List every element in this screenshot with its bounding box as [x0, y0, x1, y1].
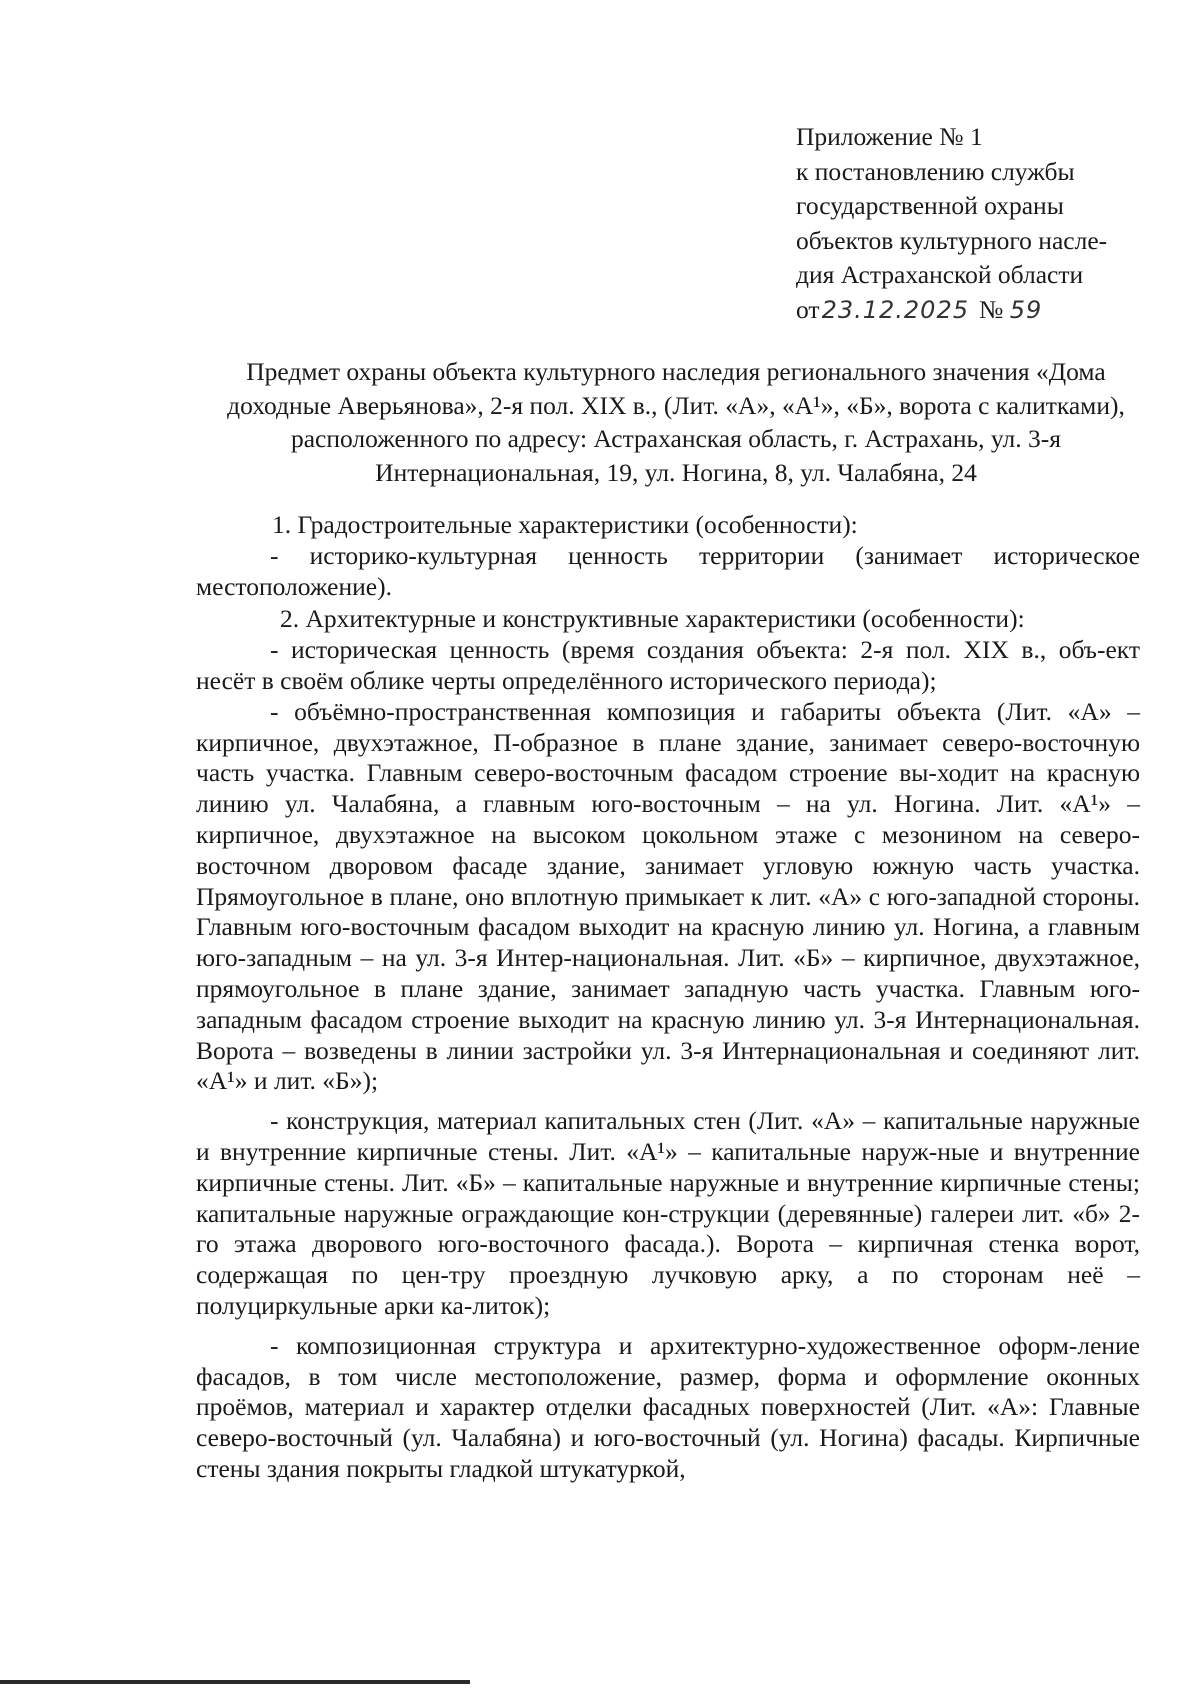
document-body — [196, 510, 1140, 1485]
handwritten-number: 59 — [1009, 295, 1043, 324]
section-2-item: - конструкция, материал капитальных стен (Лит. «А» – капитальные наружные и внутренние кирпичные стены. Лит. «А¹» – капитальные наруж-ные и внутренние кирпичные стены. Лит. «Б» – капитальные наружные и внутренние кирпичные стены; капитальные наружные ограждающие кон-струкции (деревянные) галереи лит. «б» 2-го этажа дворового юго-восточного фасада.). Ворота – кирпичная стенка ворот, содержащая по цен-тру проездную лучковую арку, а по сторонам неё – полуциркульные арки ка-литок); — [196, 1106, 1140, 1320]
section-2-item: - композиционная структура и архитектурно-художественное оформ-ление фасадов, в том числе местоположение, размер, форма и оформление оконных проёмов, материал и характер отделки фасадных поверхностей (Лит. «А»: Главные северо-восточный (ул. Чалабяна) и юго-восточный (ул. Ногина) фасады. Кирпичные стены здания покрыты гладкой штукатуркой, — [196, 1330, 1140, 1483]
section-2-heading: 2. Архитектурные и конструктивные характеристики (особенности): — [280, 604, 1025, 634]
scan-edge-line — [0, 1680, 470, 1684]
handwritten-date: 23.12.2025 — [821, 295, 969, 324]
appendix-header — [796, 120, 1126, 327]
section-2-item: - историческая ценность (время создания объекта: 2-я пол. XIX в., объ-ект несёт в своём облике черты определённого исторического периода); — [196, 635, 1140, 695]
appendix-line: дия Астраханской области — [796, 260, 1084, 289]
document-title: Предмет охраны объекта культурного наследия регионального значения «Дома доходные Аверьянова», 2-я пол. XIX в., (Лит. «А», «А¹», «Б», ворота с калитками), расположенного по адресу: Астраханская область, г. Астрахань, ул. 3-я Интернациональная, 19, ул. Ногина, 8, ул. Чалабяна, 24 — [227, 357, 1125, 487]
date-prefix: от — [796, 294, 820, 324]
section-1-item: - историко-культурная ценность территории (занимает историческое местоположение). — [196, 540, 1140, 601]
appendix-line: объектов культурного насле- — [796, 225, 1108, 255]
appendix-title: Приложение № 1 — [796, 122, 983, 151]
section-1-heading: 1. Градостроительные характеристики (особенности): — [272, 510, 858, 539]
appendix-line: к постановлению службы — [796, 156, 1075, 186]
section-2-item: - объёмно-пространственная композиция и габариты объекта (Лит. «А» – кирпичное, двухэтажное, П-образное в плане здание, занимает северо-восточную часть участка. Главным северо-восточным фасадом строение вы-ходит на красную линию ул. Чалабяна, а главным юго-восточным – на ул. Ногина. Лит. «А¹» – кирпичное, двухэтажное на высоком цокольном этаже с мезонином на северо-восточном дворовом фасаде здание, занимает угловую южную часть участка. Прямоугольное в плане, оно вплотную примыкает к лит. «А» с юго-западной стороны. Главным юго-восточным фасадом выходит на красную линию ул. Ногина, а главным юго-западным – на ул. 3-я Интер-национальная. Лит. «Б» – кирпичное, двухэтажное, прямоугольное в плане здание, занимает западную часть участка. Главным юго-западным фасадом строение выходит на красную линию ул. 3-я Интернациональная. Ворота – возведены в линии застройки ул. 3-я Интернациональная и соединяют лит. «А¹» и лит. «Б»); — [196, 696, 1140, 1096]
appendix-date-line — [796, 293, 1126, 328]
number-sign: № — [978, 294, 1004, 324]
appendix-line: государственной охраны — [796, 191, 1064, 220]
